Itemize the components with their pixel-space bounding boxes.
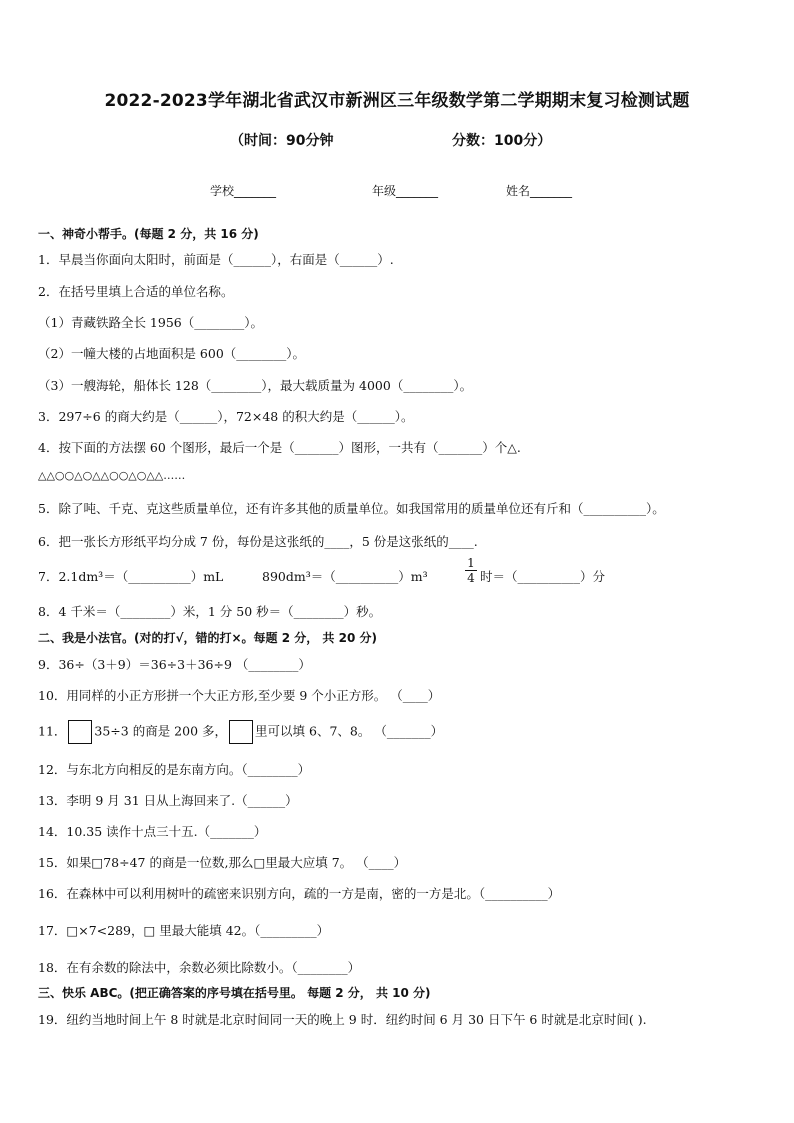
section-1-heading: 一、神奇小帮手。(每题 2 分，共 16 分) xyxy=(38,227,259,241)
question-16: 16．在森林中可以利用树叶的疏密来识别方向，疏的一方是南，密的一方是北。（__________） xyxy=(38,886,561,901)
question-4: 4．按下面的方法摆 60 个图形，最后一个是（_______）图形，一共有（_______）个△. xyxy=(38,440,521,455)
blank-box[interactable] xyxy=(68,720,92,744)
question-11 xyxy=(38,720,443,744)
question-11-middle: 35÷3 的商是 200 多， xyxy=(94,723,228,739)
question-10: 10．用同样的小正方形拼一个大正方形,至少要 9 个小正方形。 （____） xyxy=(38,688,441,703)
question-8: 8．4 千米＝（________）米，1 分 50 秒＝（________）秒。 xyxy=(38,604,382,619)
question-5: 5．除了吨、千克、克这些质量单位，还有许多其他的质量单位。如我国常用的质量单位还有斤和（__________）。 xyxy=(38,501,665,516)
question-17: 17．□×7<289，□ 里最大能填 42。（_________） xyxy=(38,923,330,938)
question-18: 18．在有余数的除法中，余数必须比除数小。（________） xyxy=(38,960,361,975)
question-7-part-c: 时＝（__________）分 xyxy=(480,569,606,584)
school-field[interactable]: 学校_______ xyxy=(210,184,277,198)
question-19: 19．纽约当地时间上午 8 时就是北京时间同一天的晚上 9 时．纽约时间 6 月 30 日下午 6 时就是北京时间( ). xyxy=(38,1012,647,1027)
grade-field[interactable]: 年级_______ xyxy=(372,184,439,198)
exam-score: 分数：100分） xyxy=(452,133,552,149)
question-2-part-3: （3）一艘海轮，船体长 128（________），最大载质量为 4000（________）。 xyxy=(38,378,473,393)
question-4-pattern: △△○○△○△△○○△○△△…… xyxy=(38,469,186,482)
question-12: 12．与东北方向相反的是东南方向。（________） xyxy=(38,762,311,777)
question-2-part-2: （2）一幢大楼的占地面积是 600（________）。 xyxy=(38,346,306,361)
question-11-end: 里可以填 6、7、8。 （_______） xyxy=(255,723,444,739)
question-7-part-a: 7．2.1dm³＝（__________）mL xyxy=(38,569,224,584)
question-2: 2．在括号里填上合适的单位名称。 xyxy=(38,284,234,299)
section-2-heading: 二、我是小法官。(对的打√，错的打×。每题 2 分， 共 20 分) xyxy=(38,631,377,645)
name-field[interactable]: 姓名_______ xyxy=(506,184,573,198)
fraction-denominator: 4 xyxy=(465,570,477,585)
question-13: 13．李明 9 月 31 日从上海回来了.（______） xyxy=(38,793,298,808)
blank-box[interactable] xyxy=(229,720,253,744)
page-title: 2022-2023学年湖北省武汉市新洲区三年级数学第二学期期末复习检测试题 xyxy=(104,91,690,111)
question-6: 6．把一张长方形纸平均分成 7 份，每份是这张纸的____，5 份是这张纸的____. xyxy=(38,534,478,549)
question-2-part-1: （1）青藏铁路全长 1956（________）。 xyxy=(38,315,263,330)
question-15: 15．如果□78÷47 的商是一位数,那么□里最大应填 7。 （____） xyxy=(38,855,407,870)
question-11-number: 11． xyxy=(38,723,67,739)
fraction-numerator: 1 xyxy=(467,556,475,570)
question-14: 14．10.35 读作十点三十五.（_______） xyxy=(38,824,267,839)
section-3-heading: 三、快乐 ABC。(把正确答案的序号填在括号里。 每题 2 分， 共 10 分) xyxy=(38,986,431,1000)
question-7-part-b: 890dm³＝（__________）m³ xyxy=(262,569,428,584)
question-1: 1．早晨当你面向太阳时，前面是（______），右面是（______）. xyxy=(38,252,394,267)
question-3: 3．297÷6 的商大约是（______），72×48 的积大约是（______）。 xyxy=(38,409,414,424)
exam-time: （时间：90分钟 xyxy=(230,133,334,149)
fraction-one-quarter xyxy=(465,556,477,585)
question-9: 9．36÷（3＋9）＝36÷3＋36÷9 （________） xyxy=(38,657,311,672)
